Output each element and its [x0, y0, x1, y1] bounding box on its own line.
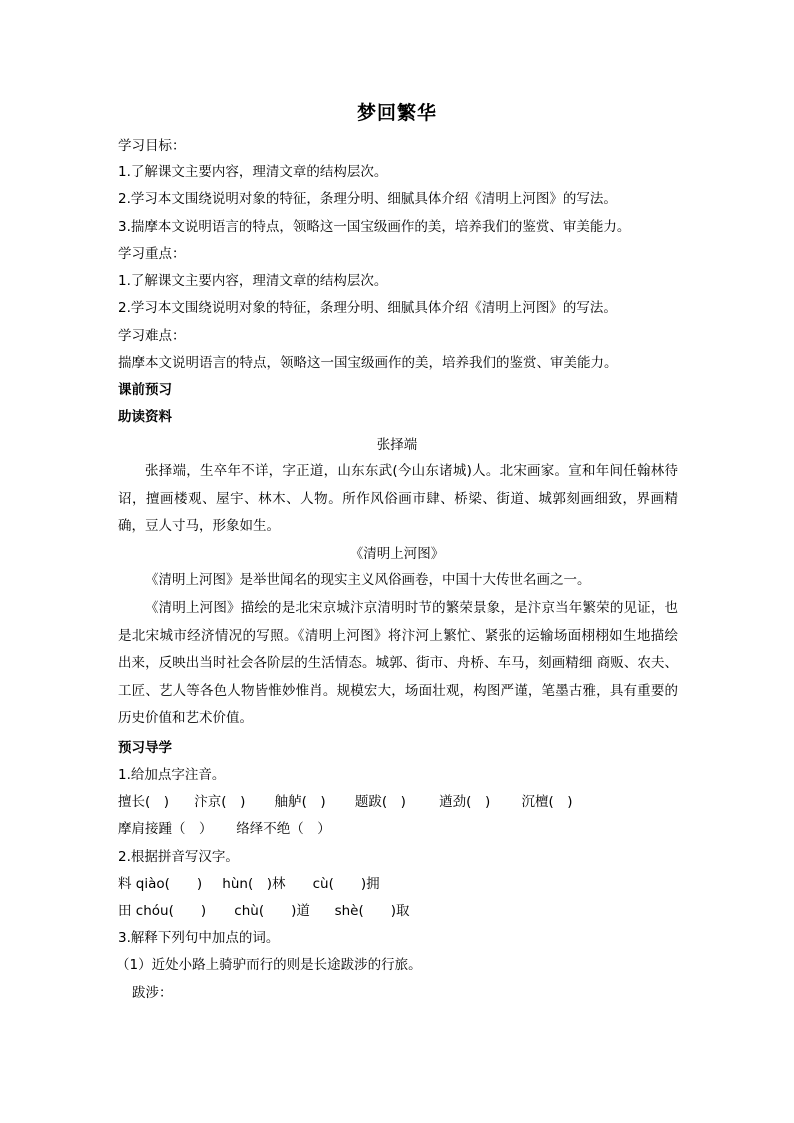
- q3-heading: 3.解释下列句中加点的词。: [118, 930, 280, 946]
- q3-answer-label: 跋涉：: [132, 985, 173, 1001]
- preview-heading: 课前预习: [118, 382, 172, 398]
- q2-item: 料 qiào( ): [118, 876, 203, 892]
- q1-item: 舳舻( ): [274, 794, 326, 810]
- page-title: 梦回繁华: [356, 102, 437, 124]
- objective-item: 2.学习本文围绕说明对象的特征，条理分明、细腻具体介绍《清明上河图》的写法。: [118, 191, 617, 207]
- painting-paragraph-2: 《清明上河图》描绘的是北宋京城汴京清明时节的繁荣景象，是汴京当年繁荣的见证，也是北宋城市经济情况的写照。《清明上河图》将汴河上繁忙、紧张的运输场面栩栩如生地描绘出来，反映出当时社会各阶层的生活情态。城郭、街市、舟桥、车马，刻画精细 商贩、农夫、工匠、艺人等各色人物皆惟妙惟肖。规模宏大，场面壮观，构图严谨，笔墨古雅，具有重要的历史价值和艺术价值。: [118, 600, 678, 727]
- q2-heading: 2.根据拼音写汉字。: [118, 849, 239, 865]
- q2-item: shè( )取: [334, 903, 410, 919]
- guide-heading: 预习导学: [118, 740, 172, 756]
- key-point-item: 2.学习本文围绕说明对象的特征，条理分明、细腻具体介绍《清明上河图》的写法。: [118, 300, 617, 316]
- q2-item: cù( )拥: [312, 876, 380, 892]
- author-heading: 张择端: [376, 437, 418, 453]
- author-paragraph: 张择端，生卒年不详，字正道，山东东武(今山东诸城)人。北宋画家。宣和年间任翰林待诏，擅画楼观、屋宇、林木、人物。所作风俗画市肆、桥梁、街道、城郭刻画细致，界画精确，豆人寸马，形象如生。: [118, 463, 678, 535]
- difficulties-heading: 学习难点：: [118, 328, 186, 344]
- q2-row-1: [118, 874, 380, 894]
- q1-item: 摩肩接踵（ ）: [118, 821, 213, 837]
- q2-item: 田 chóu( ): [118, 903, 207, 919]
- objective-item: 1.了解课文主要内容，理清文章的结构层次。: [118, 164, 388, 180]
- q1-item: 汴京( ): [194, 794, 246, 810]
- q1-row-2: [118, 819, 331, 839]
- q3-item: （1）近处小路上骑驴而行的则是长途跋涉的行旅。: [116, 957, 422, 973]
- materials-heading: 助读资料: [118, 409, 172, 425]
- painting-heading: 《清明上河图》: [349, 546, 445, 562]
- q1-item: 络绎不绝（ ）: [236, 821, 331, 837]
- q2-row-2: [118, 901, 410, 921]
- q1-heading: 1.给加点字注音。: [118, 767, 226, 783]
- objectives-heading: 学习目标：: [118, 138, 186, 154]
- key-point-item: 1.了解课文主要内容，理清文章的结构层次。: [118, 273, 388, 289]
- q2-item: chù( )道: [234, 903, 310, 919]
- q1-row-1: [118, 792, 573, 812]
- q1-item: 擅长( ): [118, 794, 170, 810]
- q2-item: hùn( )林: [222, 876, 286, 892]
- objective-item: 3.揣摩本文说明语言的特点，领略这一国宝级画作的美，培养我们的鉴赏、审美能力。: [118, 219, 631, 235]
- painting-paragraph-1: 《清明上河图》是举世闻名的现实主义风俗画卷，中国十大传世名画之一。: [145, 572, 591, 588]
- key-points-heading: 学习重点：: [118, 246, 186, 262]
- difficulty-item: 揣摩本文说明语言的特点，领略这一国宝级画作的美，培养我们的鉴赏、审美能力。: [118, 355, 618, 371]
- q1-item: 遒劲( ): [439, 794, 491, 810]
- q1-item: 沉檀( ): [521, 794, 573, 810]
- q1-item: 题跋( ): [354, 794, 406, 810]
